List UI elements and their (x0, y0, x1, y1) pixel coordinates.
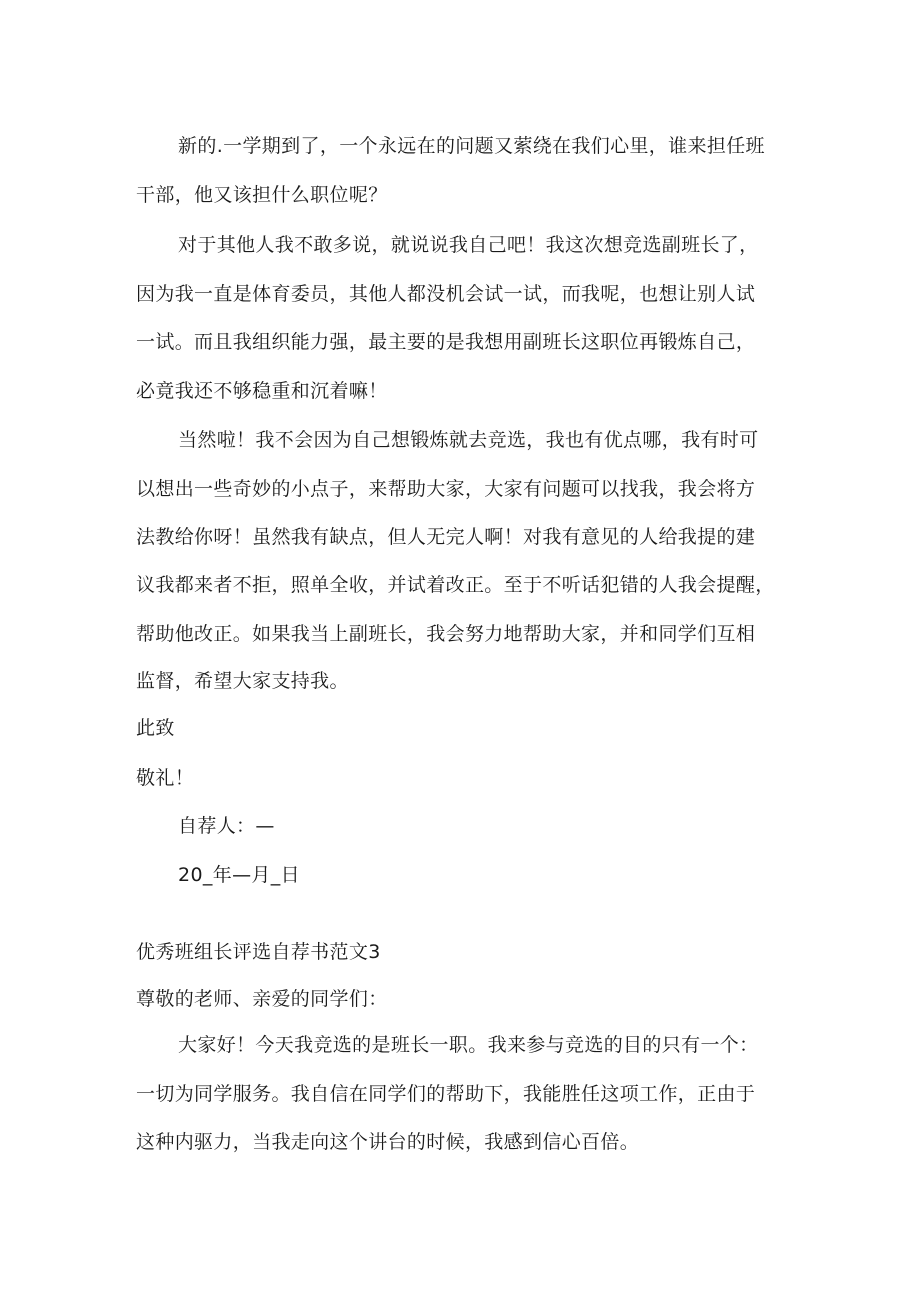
paragraph-4-line-1: 大家好！今天我竞选的是班长一职。我来参与竞选的目的只有一个： (178, 1034, 759, 1056)
paragraph-3-line-4: 议我都来者不拒，照单全收，并试着改正。至于不听话犯错的人我会提醒， (136, 574, 775, 596)
paragraph-1-line-1: 新的.一学期到了，一个永远在的问题又萦绕在我们心里，谁来担任班 (178, 135, 765, 157)
paragraph-2-line-1: 对于其他人我不敢多说，就说说我自己吧！我这次想竞选副班长了， (178, 234, 759, 256)
signature-line: 自荐人：— (178, 815, 275, 837)
paragraph-2-line-2: 因为我一直是体育委员，其他人都没机会试一试，而我呢，也想让别人试 (136, 283, 756, 305)
paragraph-2-line-4: 必竟我还不够稳重和沉着嘛！ (136, 380, 388, 402)
closing-line-1: 此致 (136, 717, 175, 739)
paragraph-4-line-2: 一切为同学服务。我自信在同学们的帮助下，我能胜任这项工作，正由于 (136, 1083, 756, 1105)
paragraph-3-line-1: 当然啦！我不会因为自己想锻炼就去竞选，我也有优点哪，我有时可 (178, 429, 759, 451)
closing-line-2: 敬礼！ (136, 767, 195, 789)
paragraph-3-line-6: 监督，希望大家支持我。 (136, 670, 349, 692)
section-title: 优秀班组长评选自荐书范文3 (136, 941, 381, 963)
salutation: 尊敬的老师、亲爱的同学们： (136, 988, 388, 1010)
paragraph-3-line-3: 法教给你呀！虽然我有缺点，但人无完人啊！对我有意见的人给我提的建 (136, 526, 756, 548)
paragraph-2-line-3: 一试。而且我组织能力强，最主要的是我想用副班长这职位再锻炼自己， (136, 331, 756, 353)
paragraph-3-line-2: 以想出一些奇妙的小点子，来帮助大家，大家有问题可以找我，我会将方 (136, 478, 756, 500)
date-line: 20_年—月_日 (178, 864, 300, 886)
paragraph-1-line-2: 干部，他又该担什么职位呢？ (136, 184, 388, 206)
paragraph-3-line-5: 帮助他改正。如果我当上副班长，我会努力地帮助大家，并和同学们互相 (136, 623, 756, 645)
paragraph-4-line-3: 这种内驱力，当我走向这个讲台的时候，我感到信心百倍。 (136, 1131, 640, 1153)
